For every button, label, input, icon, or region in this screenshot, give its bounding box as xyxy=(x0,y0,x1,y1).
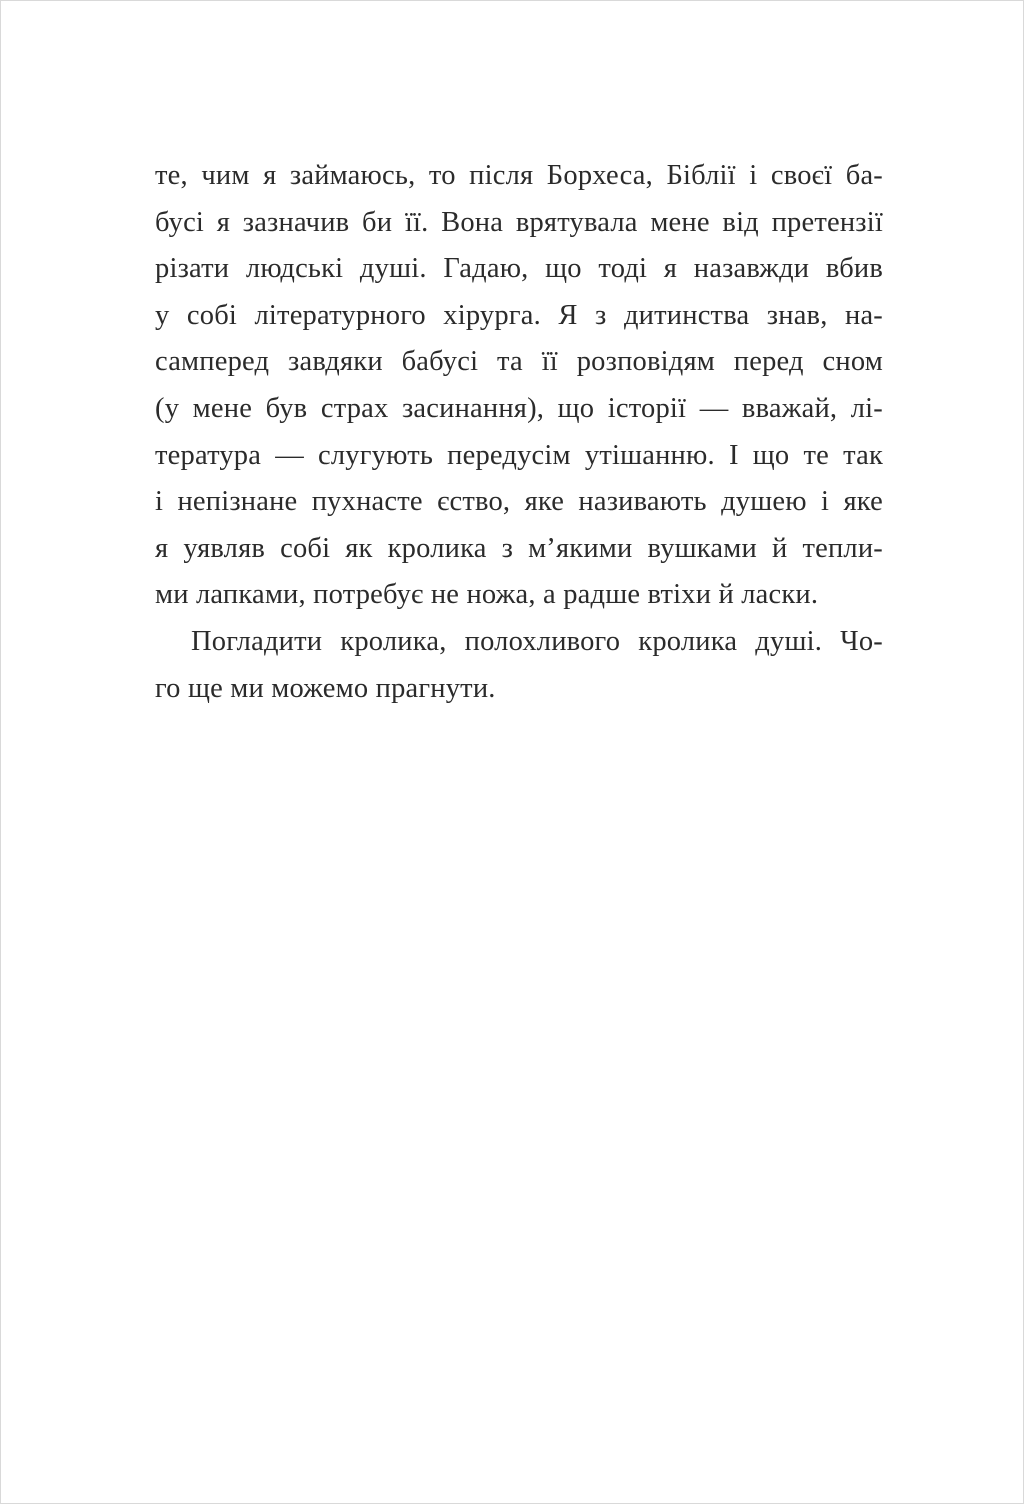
text-line: у собі літературного хірурга. Я з дитинства знав, на- xyxy=(155,299,883,331)
text-line: (у мене був страх засинання), що історії — вважай, лі- xyxy=(155,392,883,424)
paragraph-1 xyxy=(155,153,883,619)
paragraph-2 xyxy=(155,619,883,712)
text-line: я уявляв собі як кролика з м’якими вушками й тепли- xyxy=(155,532,883,564)
text-line: те, чим я займаюсь, то після Борхеса, Біблії і своєї ба- xyxy=(155,160,883,191)
text-line: го ще ми можемо прагнути. xyxy=(155,672,496,704)
text-line: і непізнане пухнасте єство, яке називають душею і яке xyxy=(155,486,883,518)
text-line: тература — слугують передусім утішанню. І що те так xyxy=(155,439,883,471)
text-line: Погладити кролика, полохливого кролика душі. Чо- xyxy=(191,625,883,657)
text-line: самперед завдяки бабусі та її розповідям перед сном xyxy=(155,346,883,378)
text-line: бусі я зазначив би її. Вона врятувала мене від претензії xyxy=(155,206,883,238)
text-line: різати людські душі. Гадаю, що тоді я назавжди вбив xyxy=(155,253,883,285)
body-text xyxy=(155,153,883,712)
text-line: ми лапками, потребує не ножа, а радше втіхи й ласки. xyxy=(155,579,819,611)
